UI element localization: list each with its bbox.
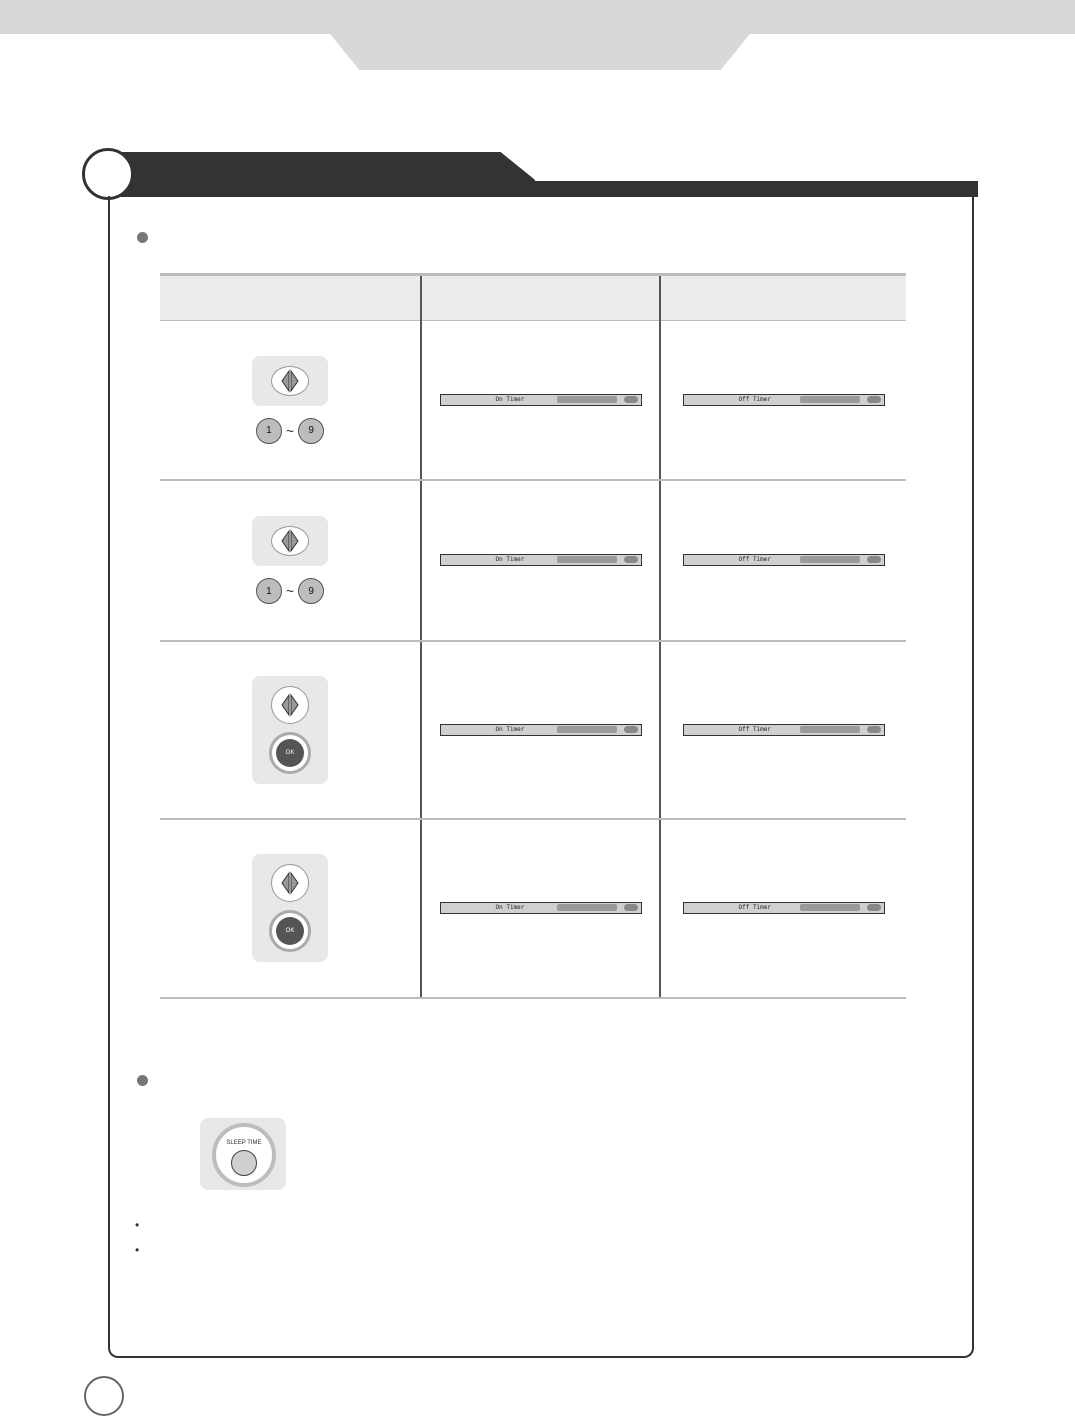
osd-state (867, 396, 881, 403)
section-title-bar-extension (530, 181, 978, 197)
osd-state (867, 904, 881, 911)
on-timer-osd (440, 902, 642, 914)
remote-panel (252, 356, 328, 406)
section-number-circle (82, 148, 134, 200)
osd-label: Off Timer (738, 395, 772, 403)
ok-key-label: OK (276, 917, 304, 945)
number-key-icon: 9 (298, 578, 324, 604)
osd-time (800, 904, 860, 911)
table-row (160, 641, 906, 819)
header-band (0, 0, 1075, 34)
number-key-icon: 1 (256, 578, 282, 604)
subsection-dot-timer (137, 232, 148, 243)
osd-state (867, 556, 881, 563)
left-right-arrow-icon (271, 526, 309, 556)
osd-time (800, 726, 860, 733)
on-timer-osd (440, 724, 642, 736)
left-right-arrow-icon (271, 864, 309, 902)
on-timer-cell (421, 321, 660, 480)
number-range-separator: ~ (285, 583, 295, 599)
osd-state (867, 726, 881, 733)
number-range-separator: ~ (285, 422, 295, 439)
on-timer-cell (421, 480, 660, 641)
number-key-icon: 1 (256, 418, 282, 444)
off-timer-osd (683, 902, 885, 914)
ok-key-label: OK (276, 739, 304, 767)
key-cell (160, 641, 421, 819)
section-title-bar (105, 152, 535, 197)
osd-label: Off Timer (738, 904, 772, 911)
sleep-time-remote-panel (200, 1118, 286, 1190)
off-timer-cell (660, 321, 906, 480)
header-cell-2 (421, 275, 660, 321)
sleep-time-key-icon (212, 1123, 276, 1187)
table-row (160, 321, 906, 480)
ok-key-icon (269, 732, 311, 774)
osd-state (624, 904, 638, 911)
off-timer-cell (660, 641, 906, 819)
osd-label: On Timer (495, 395, 525, 403)
page-number-circle (84, 1376, 124, 1416)
table-header-row (160, 275, 906, 321)
on-timer-cell (421, 641, 660, 819)
timer-table (160, 273, 906, 999)
key-cell (160, 321, 421, 480)
subsection-dot-sleep (137, 1075, 148, 1086)
ok-key-icon (269, 910, 311, 952)
on-timer-cell (421, 819, 660, 998)
table-row (160, 819, 906, 998)
key-cell (160, 819, 421, 998)
number-keys (161, 578, 419, 604)
sleep-time-key-label: SLEEP TIME (226, 1140, 262, 1146)
off-timer-cell (660, 480, 906, 641)
remote-panel (252, 854, 328, 962)
osd-time (800, 556, 860, 563)
header-cell-1 (160, 275, 421, 321)
remote-panel (252, 516, 328, 566)
osd-label: On Timer (495, 556, 525, 563)
key-cell (160, 480, 421, 641)
osd-state (624, 396, 638, 403)
osd-time (557, 904, 617, 911)
number-keys (161, 418, 419, 444)
note-bullet-2: • (135, 1243, 140, 1257)
header-cell-3 (660, 275, 906, 321)
osd-time (557, 396, 617, 403)
osd-label: On Timer (495, 904, 525, 911)
header-tab (330, 34, 750, 70)
on-timer-osd (440, 394, 642, 406)
osd-label: Off Timer (738, 556, 772, 563)
sleep-time-key-button (231, 1150, 257, 1176)
osd-label: Off Timer (738, 725, 772, 733)
off-timer-osd (683, 724, 885, 736)
off-timer-cell (660, 819, 906, 998)
table-row (160, 480, 906, 641)
osd-time (800, 396, 860, 403)
osd-state (624, 556, 638, 563)
osd-time (557, 726, 617, 733)
osd-time (557, 556, 617, 563)
number-key-icon: 9 (298, 418, 324, 444)
osd-state (624, 726, 638, 733)
note-bullet-1: • (135, 1218, 140, 1232)
left-right-arrow-icon (271, 686, 309, 724)
remote-panel (252, 676, 328, 784)
off-timer-osd (683, 554, 885, 566)
osd-label: On Timer (495, 725, 525, 733)
off-timer-osd (683, 394, 885, 406)
left-right-arrow-icon (271, 366, 309, 396)
on-timer-osd (440, 554, 642, 566)
